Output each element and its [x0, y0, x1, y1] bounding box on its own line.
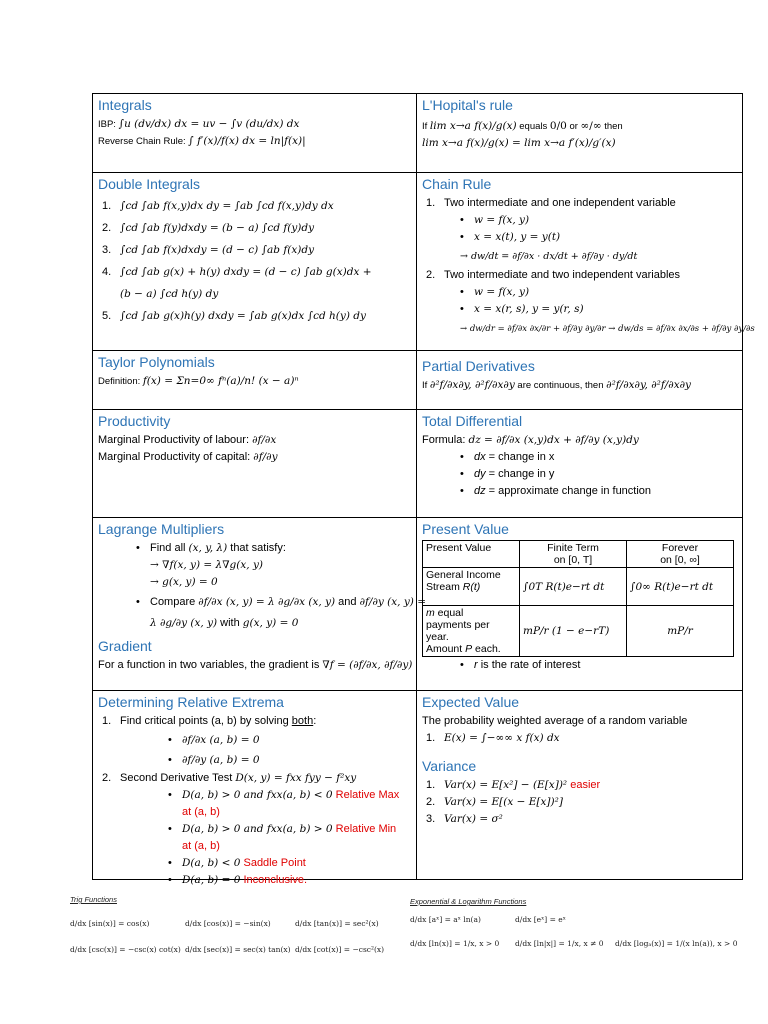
log-ln-x: d/dx [ln(x)] = 1/x, x > 0 — [410, 939, 500, 948]
pv-header-finite-range: on [0, T] — [553, 554, 593, 566]
lhopital-heading: L'Hopital's rule — [422, 97, 513, 113]
partial-derivatives-cell — [417, 351, 741, 409]
lhopital-equals: equals — [516, 121, 550, 132]
variance-easier-note: easier — [570, 779, 601, 791]
pv-row2-amount: Amount — [426, 643, 466, 655]
formula-sheet-table — [92, 93, 755, 886]
chain-case2-xy: x = x(r, s), y = y(r, s) — [474, 303, 584, 315]
log-base-a: d/dx [logₐ(x)] = 1/(x ln(a)), x > 0 — [615, 939, 738, 948]
exp-a-x: d/dx [aˣ] = aˣ ln(a) — [410, 915, 481, 924]
pv-row2-m: m — [426, 607, 435, 619]
expected-value-text: The probability weighted average of a random variable — [422, 715, 688, 727]
pv-row2-finite — [520, 606, 627, 657]
chain-case2-title: Two intermediate and two independent variables — [444, 269, 681, 281]
lagrange-eq-2: → g(x, y) = 0 — [150, 576, 218, 588]
double-integral-3: ∫cd ∫ab f(x)dxdy = (d − c) ∫ab f(x)dy — [120, 244, 315, 256]
pv-row1-forever — [627, 568, 734, 606]
extrema-relative-max: Relative Max — [335, 789, 400, 801]
gradient-heading: Gradient — [98, 638, 152, 654]
pv-header-present-value: Present Value — [423, 541, 520, 568]
present-value-heading: Present Value — [422, 521, 509, 537]
pv-row2-each: each. — [472, 643, 501, 655]
total-diff-dz: dz — [474, 485, 486, 497]
gradient-text: For a function in two variables, the gradient is — [98, 659, 323, 671]
pv-row2-forever-formula: mP/r — [667, 625, 693, 637]
extrema-relative-min: Relative Min — [335, 823, 397, 835]
row-productivity — [93, 410, 742, 518]
pv-header-finite — [520, 541, 627, 568]
variance-formula-2: Var(x) = E[(x − E[x])²] — [444, 796, 563, 808]
lagrange-compare-x: ∂f/∂x (x, y) = λ ∂g/∂x (x, y) — [198, 596, 336, 608]
double-integral-5: ∫cd ∫ab g(x)h(y) dxdy = ∫ab g(x)dx ∫cd h(y) dy — [120, 310, 366, 322]
extrema-relative-min-at: at (a, b) — [182, 840, 220, 852]
lhopital-zero-over-zero: 0/0 — [549, 120, 567, 132]
total-diff-dz-text: = approximate change in function — [485, 485, 652, 497]
extrema-relative-max-at: at (a, b) — [182, 806, 220, 818]
ibp-formula: ∫u (dv/dx) dx = uv − ∫v (du/dx) dx — [118, 118, 300, 130]
row-taylor — [93, 351, 742, 410]
pv-row2-p: P — [465, 643, 473, 655]
lagrange-compare-y: ∂f/∂y (x, y) = — [359, 596, 427, 608]
ibp-label: IBP: — [98, 119, 119, 130]
trig-sin: d/dx [sin(x)] = cos(x) — [70, 919, 150, 928]
trig-cos: d/dx [cos(x)] = −sin(x) — [185, 919, 271, 928]
pv-note-r: r — [474, 659, 478, 671]
lagrange-with: with — [217, 617, 243, 629]
total-diff-formula: dz = ∂f/∂x (x,y)dx + ∂f/∂y (x,y)dy — [468, 434, 639, 446]
total-diff-dx: dx — [474, 451, 486, 463]
lhopital-inf-over-inf: ∞/∞ — [580, 120, 602, 132]
integrals-heading: Integrals — [98, 97, 152, 113]
extrema-inconclusive: Inconclusive. — [243, 874, 308, 886]
extrema-case-max: D(a, b) > 0 and fxx(a, b) < 0 — [182, 789, 333, 801]
pv-row1-forever-formula: ∫0∞ R(t)e−rt dt — [630, 580, 714, 593]
pv-row2-finite-formula: mP/r (1 − e−rT) — [523, 625, 610, 637]
variance-formula-1: Var(x) = E[x²] − (E[x])² — [444, 779, 568, 791]
lhopital-if: If — [422, 121, 430, 132]
partial-pair-1: ∂²f/∂x∂y, ∂²f/∂x∂y — [429, 379, 515, 391]
taylor-definition-label: Definition: — [98, 376, 143, 387]
double-integral-4-cont: (b − a) ∫cd h(y) dy — [120, 288, 219, 300]
pv-row1-label-c: R(t) — [462, 581, 481, 593]
lhopital-cell — [417, 94, 741, 172]
extrema-fy-zero: ∂f/∂y (a, b) = 0 — [182, 754, 260, 766]
trig-tan: d/dx [tan(x)] = sec²(x) — [295, 919, 379, 928]
pv-row1-label-a: General Income — [426, 569, 501, 581]
extrema-step2-text: Second Derivative Test — [120, 772, 236, 784]
extrema-case-min: D(a, b) > 0 and fxx(a, b) > 0 — [182, 823, 333, 835]
pv-header-forever-title: Forever — [661, 542, 699, 554]
extrema-cell: Determining Relative Extrema 1. Find critical points (a, b) by solving both: • ∂f/∂x (a, b) = 0 • ∂f/∂y (a, b) = 0 2. Second Derivative Test D(x, y) = fxx fyy − f²xy • D(a, b) > 0 and fxx(a, b) < 0 Relative Max at (a, b) • D(a, b) > 0 and fxx(a, b) > 0 Relative Min at (a, b) • D(a, b) < 0 Saddle Point • D(a, b) = 0 Inconclusive. — [93, 691, 417, 879]
extrema-step1-text: Find critical points (a, b) by solving — [120, 715, 292, 727]
partial-continuous-text: are continuous, then — [514, 380, 607, 391]
total-differential-heading: Total Differential — [422, 413, 523, 429]
trig-cot: d/dx [cot(x)] = −csc²(x) — [295, 945, 385, 954]
partial-if: If — [422, 380, 430, 391]
row-integrals — [93, 94, 742, 173]
chain-rule-heading: Chain Rule — [422, 176, 492, 192]
pv-header-forever — [627, 541, 734, 568]
chain-case1-xy: x = x(t), y = y(t) — [474, 231, 561, 243]
total-diff-dy-text: = change in y — [485, 468, 555, 480]
pv-row1-finite-formula: ∫0T R(t)e−rt dt — [523, 580, 605, 593]
expected-value-formula: E(x) = ∫−∞∞ x f(x) dx — [444, 732, 560, 744]
pv-row2-equal: equal — [434, 607, 464, 619]
pv-row1-label-b: Stream — [426, 581, 463, 593]
reverse-chain-formula: ∫ f′(x)/f(x) dx = ln|f(x)| — [188, 135, 306, 147]
lagrange-find-all: Find all — [150, 542, 189, 554]
double-integral-4: ∫cd ∫ab g(x) + h(y) dxdy = (d − c) ∫ab g(x)dx + — [120, 266, 372, 278]
lhopital-or: or — [566, 121, 581, 132]
pv-row2-payments: payments per — [426, 619, 490, 631]
lhopital-limit-2: lim x→a f(x)/g(x) = lim x→a f′(x)/g′(x) — [422, 137, 616, 149]
productivity-labour-label: Marginal Productivity of labour: — [98, 434, 253, 446]
pv-header-forever-range: on [0, ∞] — [660, 554, 700, 566]
expected-value-cell: Expected Value The probability weighted average of a random variable 1. E(x) = ∫−∞∞ x f(x) dx Variance 1. Var(x) = E[x²] − (E[x])² easier 2. Var(x) = E[(x − E[x])²] 3. Var(x) = σ² — [417, 691, 741, 879]
trig-sec: d/dx [sec(x)] = sec(x) tan(x) — [185, 945, 291, 954]
pv-row2-label — [423, 606, 520, 657]
double-integral-1: ∫cd ∫ab f(x,y)dx dy = ∫ab ∫cd f(x,y)dy dx — [120, 200, 334, 212]
present-value-cell — [417, 518, 741, 690]
lagrange-satisfy: that satisfy: — [227, 542, 286, 554]
exp-log-title: Exponential & Logarithm Functions — [410, 897, 527, 906]
gradient-formula: ∇f = (∂f/∂x, ∂f/∂y) — [322, 659, 413, 671]
pv-note-text: is the rate of interest — [477, 659, 581, 671]
pv-header-finite-title: Finite Term — [547, 542, 599, 554]
extrema-step1-both: both — [291, 715, 314, 727]
reverse-chain-label: Reverse Chain Rule: — [98, 136, 189, 147]
row-extrema — [93, 691, 742, 886]
pv-row2-forever — [627, 606, 734, 657]
total-diff-formula-label: Formula: — [422, 434, 469, 446]
expected-value-heading: Expected Value — [422, 694, 520, 710]
taylor-formula: f(x) = Σn=0∞ fⁿ(a)/n! (x − a)ⁿ — [142, 375, 299, 387]
lagrange-compare: Compare — [150, 596, 199, 608]
row-double-integrals — [93, 173, 755, 351]
chain-rule-cell: Chain Rule 1. Two intermediate and one independent variable • w = f(x, y) • x = x(t), y = y(t) → dw/dt = ∂f/∂x · dx/dt + ∂f/∂y · dy/dt 2. Two intermediate and two independent variables • w = f(x, y) • x = x(r, s), y = y(r, s) → dw/dr = ∂f/∂x ∂x/∂r + ∂f/∂y ∂y/∂r → dw/ds = ∂f/∂x ∂x/∂s + ∂f/∂y ∂y/∂s — [417, 173, 741, 350]
lagrange-constraint: g(x, y) = 0 — [242, 617, 299, 629]
pv-row1-label — [423, 568, 520, 606]
log-ln-abs-x: d/dx [ln|x|] = 1/x, x ≠ 0 — [515, 939, 604, 948]
lagrange-eq-1: → ∇f(x, y) = λ∇g(x, y) — [150, 559, 263, 571]
row-lagrange — [93, 518, 742, 691]
partial-derivatives-heading: Partial Derivatives — [422, 358, 535, 374]
lagrange-cell — [93, 518, 427, 690]
variance-formula-3: Var(x) = σ² — [444, 813, 503, 825]
productivity-capital-formula: ∂f/∂y — [253, 451, 278, 463]
chain-case2-w: w = f(x, y) — [474, 286, 530, 298]
trig-functions-section — [70, 895, 390, 975]
productivity-labour-formula: ∂f/∂x — [252, 434, 277, 446]
double-integrals-cell: Double Integrals 1. ∫cd ∫ab f(x,y)dx dy = ∫ab ∫cd f(x,y)dy dx 2. ∫cd ∫ab f(y)dxdy = (b − a) ∫cd f(y)dy 3. ∫cd ∫ab f(x)dxdy = (d − c) ∫ab f(x)dy 4. ∫cd ∫ab g(x) + h(y) dxdy = (d − c) ∫ab g(x)dx + (b − a) ∫cd h(y) dy 5. ∫cd ∫ab g(x)h(y) dxdy = ∫ab g(x)dx ∫cd h(y) dy — [93, 173, 417, 350]
lhopital-limit-1: lim x→a f(x)/g(x) — [429, 120, 517, 132]
lagrange-heading: Lagrange Multipliers — [98, 521, 225, 537]
lagrange-variables: (x, y, λ) — [188, 542, 228, 554]
chain-case2-result: → dw/dr = ∂f/∂x ∂x/∂r + ∂f/∂y ∂y/∂r → dw/ds = ∂f/∂x ∂x/∂s + ∂f/∂y ∂y/∂s — [460, 324, 755, 334]
taylor-heading: Taylor Polynomials — [98, 354, 215, 370]
extrema-case-saddle: D(a, b) < 0 — [182, 857, 241, 869]
chain-case1-title: Two intermediate and one independent variable — [444, 197, 676, 209]
lhopital-then: then — [601, 121, 623, 132]
total-diff-dy: dy — [474, 468, 486, 480]
partial-pair-2: ∂²f/∂x∂y, ∂²f/∂x∂y — [606, 379, 691, 391]
pv-row1-finite — [520, 568, 627, 606]
double-integral-2: ∫cd ∫ab f(y)dxdy = (b − a) ∫cd f(y)dy — [120, 222, 315, 234]
integrals-cell — [93, 94, 417, 172]
double-integrals-heading: Double Integrals — [98, 176, 200, 192]
extrema-case-zero: D(a, b) = 0 — [182, 874, 241, 886]
trig-functions-title: Trig Functions — [70, 895, 117, 904]
present-value-table — [422, 540, 734, 657]
chain-case1-w: w = f(x, y) — [474, 214, 530, 226]
total-differential-cell — [417, 410, 741, 517]
productivity-capital-label: Marginal Productivity of capital: — [98, 451, 254, 463]
exp-log-section — [410, 897, 740, 977]
chain-case1-result: → dw/dt = ∂f/∂x · dx/dt + ∂f/∂y · dy/dt — [460, 251, 638, 262]
extrema-saddle-point: Saddle Point — [243, 857, 306, 869]
extrema-fx-zero: ∂f/∂x (a, b) = 0 — [182, 734, 260, 746]
total-diff-dx-text: = change in x — [485, 451, 555, 463]
extrema-step1-colon: : — [313, 715, 317, 727]
extrema-discriminant: D(x, y) = fxx fyy − f²xy — [235, 772, 357, 784]
pv-row2-year: year. — [426, 631, 449, 643]
trig-csc: d/dx [csc(x)] = −csc(x) cot(x) — [70, 945, 181, 954]
productivity-heading: Productivity — [98, 413, 171, 429]
exp-e-x: d/dx [eˣ] = eˣ — [515, 915, 566, 924]
productivity-cell — [93, 410, 417, 517]
variance-heading: Variance — [422, 758, 477, 774]
taylor-cell — [93, 351, 417, 409]
lagrange-and: and — [335, 596, 360, 608]
lagrange-compare-y-cont: λ ∂g/∂y (x, y) — [150, 617, 218, 629]
extrema-heading: Determining Relative Extrema — [98, 694, 284, 710]
